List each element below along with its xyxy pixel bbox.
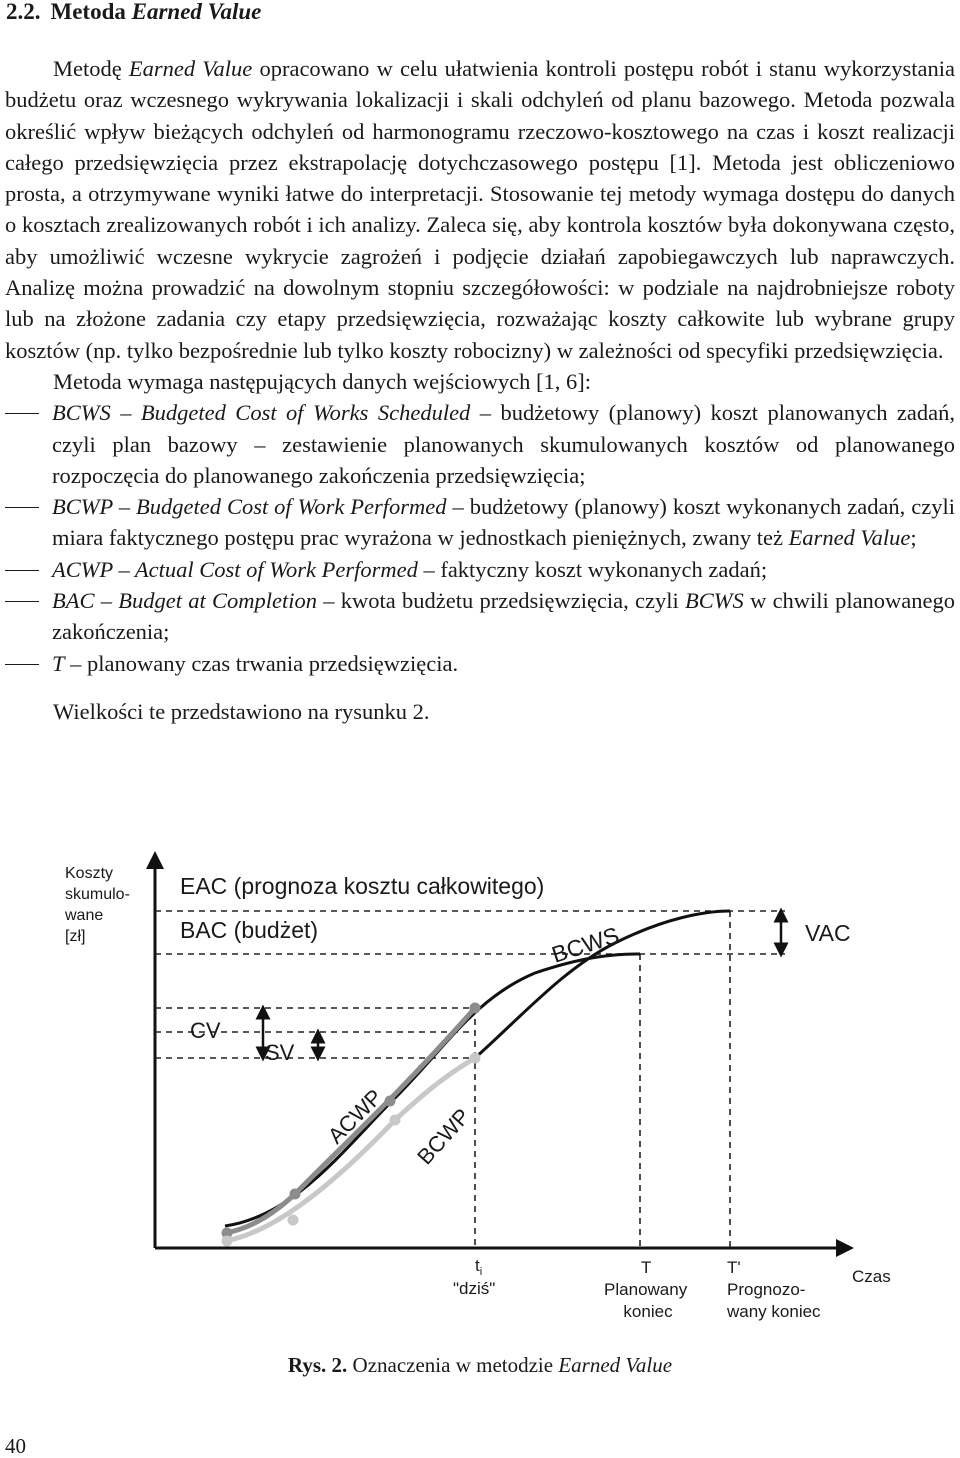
bcwp-dot [390,1115,401,1126]
section-heading [6,0,261,28]
list-item-bcwp [5,491,955,554]
bcwp-desc: – budżetowy (planowy) koszt wykonanych zadań, czyli miara faktycznego postępu prac wyrażona w jednostkach pieniężnych, zwany też [52,494,955,551]
y-axis-label: Koszty skumulo- wane [zł] [65,865,130,945]
bcwp-curve-label: BCWP [412,1103,475,1170]
inputs-intro: Metoda wymaga następujących danych wejściowych [1, 6]: [53,368,591,394]
intro-earned-value: Earned Value [128,56,253,81]
acwp-dot [290,1189,301,1200]
bac-desc: – kwota budżetu przedsięwzięcia, czyli [323,588,679,614]
bcws-curve-label: BCWS [548,921,623,968]
acwp-dot [470,1003,481,1014]
inputs-list [5,397,955,679]
ti-label: $t_i$ [475,1256,483,1278]
bcwp-end: ; [910,525,917,551]
page-number: 40 [5,1434,26,1458]
caption-label: Rys. 2. [287,1353,348,1377]
intro-text: opracowano w celu ułatwienia kontroli postępu robót i stanu wykorzystania budżetu oraz wczesnego wykrywania lokalizacji i skali odchyleń od planu bazowego. Metoda pozwala określić wpływ bieżących odchyleń od harmonogramu rzeczowo-kosztowego na czas i koszt realizacji całego przedsięwzięcia przez ekstrapolację dotychczasowego postępu [1]. Metoda jest obliczeniowo prosta, a otrzymywane wyniki łatwe do interpretacji. Stosowanie tej metody wymaga dostępu do danych o kosztach zrealizowanych robót i ich analizy. Zaleca się, aby kontrola kosztów była dokonywana często, aby umożliwić wczesne wykrycie zagrożeń i podjęcie działań zapobiegawczych lub naprawczych. Analizę można prowadzić na dowolnym stopniu szczegółowości: w podziale na najdrobniejsze roboty lub na złożone zadania czy etapy przedsięwzięcia, rozważając koszty całkowite lub wybrane grupy kosztów (np. tylko bezpośrednie lub tylko koszty robocizny) w zależności od specyfiki przedsięwzięcia. [5,56,956,363]
list-item-bac [5,585,955,648]
earned-value-figure [55,848,905,1333]
body-text [5,53,955,727]
bac-bcws: BCWS [685,588,744,614]
bac-term: BAC – Budget at Completion [52,588,318,614]
earned-value-diagram [55,848,905,1333]
closing-paragraph: Wielkości te przedstawiono na rysunku 2. [53,698,430,724]
bcwp-earned-value: Earned Value [788,525,911,551]
intro-paragraph [5,53,955,366]
figure-caption [0,1351,960,1379]
ti-desc: "dziś" [453,1279,496,1298]
t-term: T [52,650,65,676]
eac-label: EAC (prognoza kosztu całkowitego) [180,873,545,899]
caption-italic: Earned Value [558,1353,673,1377]
tprime-desc: Prognozo- wany koniec [727,1280,821,1321]
vac-label: VAC [805,920,851,946]
acwp-desc: – faktyczny koszt wykonanych zadań; [423,556,768,582]
bcws-desc: – budżetowy (planowy) koszt planowanych zadań, czyli plan bazowy – zestawienie planowanych skumulowanych kosztów od planowanego rozpoczęcia do planowanego zakończenia przedsięwzięcia; [52,400,955,488]
bac-desc-end: w chwili planowanego zakończenia; [52,588,956,645]
tprime-label: T' [727,1258,741,1277]
bcwp-dot [288,1215,299,1226]
intro-text-start: Metodę [53,56,122,81]
x-axis-label: Czas [852,1267,891,1286]
t-desc: – planowany czas trwania przedsięwzięcia. [70,650,459,676]
list-item-bcws [5,397,955,491]
bac-label: BAC (budżet) [180,917,319,943]
acwp-term: ACWP – Actual Cost of Work Performed [52,556,418,582]
bcwp-term: BCWP – Budgeted Cost of Work Performed [52,494,447,520]
bcwp-dot [470,1053,481,1064]
acwp-curve-label: ACWP [322,1084,388,1149]
sv-label: SV [265,1040,295,1065]
section-title-italic: Earned Value [131,0,262,24]
bcws-term: BCWS – Budgeted Cost of Works Scheduled [52,400,471,426]
section-title: Metoda [50,0,126,24]
section-number: 2.2. [6,0,41,24]
list-item-acwp [5,554,955,585]
list-item-t [5,648,955,679]
caption-text: Oznaczenia w metodzie [352,1353,554,1377]
t-label: T [641,1258,652,1277]
bcwp-dot [222,1236,233,1247]
cv-label: CV [190,1018,221,1043]
t-desc: Planowany koniec [604,1280,688,1321]
